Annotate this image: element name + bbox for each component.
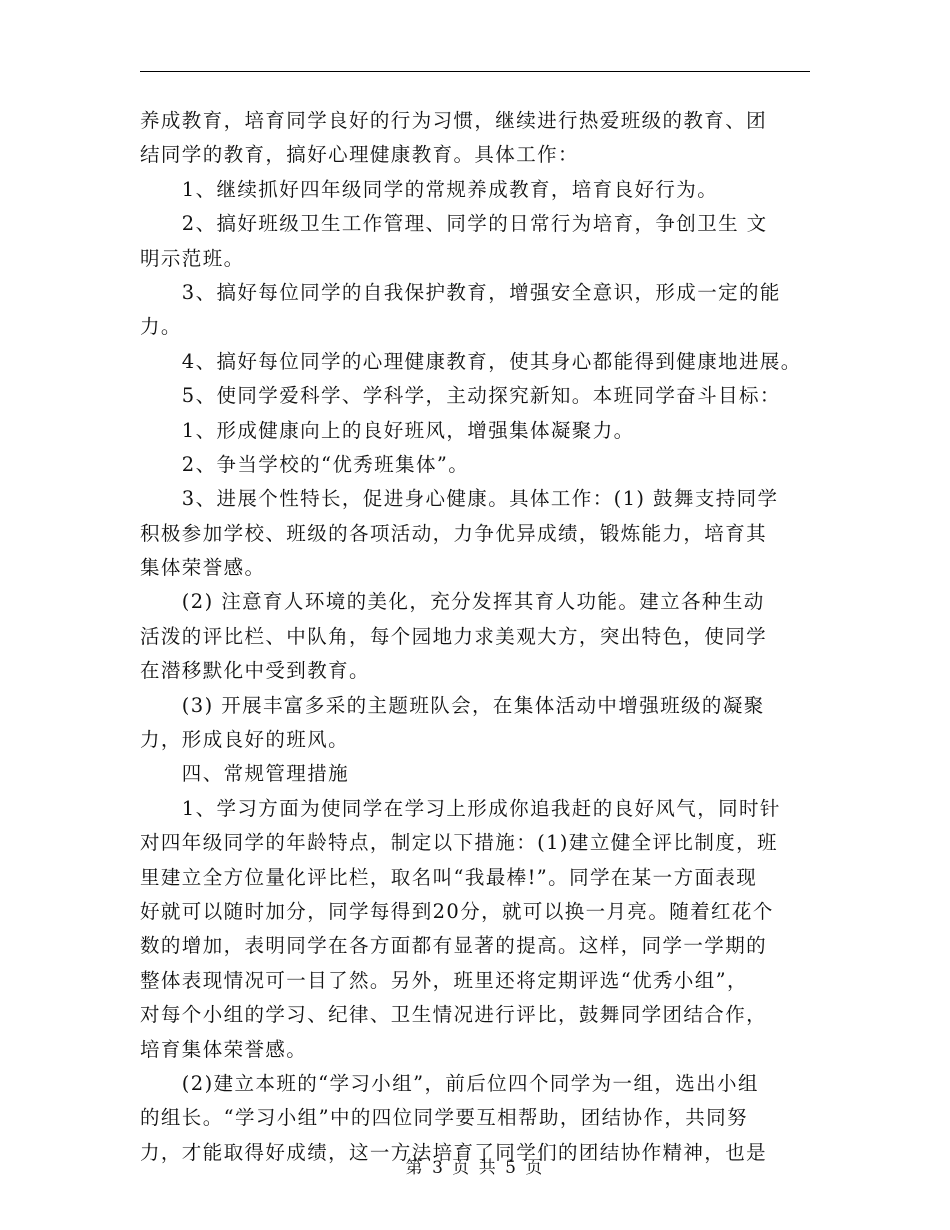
text-line: (3) 开展丰富多采的主题班队会，在集体活动中增强班级的凝聚	[140, 693, 765, 717]
text-line: 力，形成良好的班风。	[140, 728, 350, 752]
text-line: 培育集体荣誉感。	[140, 1037, 308, 1061]
text-line: 在潜移默化中受到教育。	[140, 659, 370, 683]
text-line: 数的增加，表明同学在各方面都有显著的提高。这样，同学一学期的	[140, 934, 768, 958]
text-line: 好就可以随时加分，同学每得到20分，就可以换一月亮。随着红花个	[140, 899, 774, 923]
text-line: 养成教育，培育同学良好的行为习惯，继续进行热爱班级的教育、团	[140, 109, 768, 132]
text-line: 结同学的教育，搞好心理健康教育。具体工作：	[140, 143, 579, 167]
header-rule	[140, 71, 810, 72]
text-line: (2)建立本班的“学习小组”，前后位四个同学为一组，选出小组	[140, 1071, 759, 1095]
text-line: 积极参加学校、班级的各项活动，力争优异成绩，锻炼能力，培育其	[140, 521, 768, 545]
text-line: 对四年级同学的年龄特点，制定以下措施：(1)建立健全评比制度，班	[140, 831, 778, 855]
text-line: 集体荣誉感。	[140, 556, 266, 580]
text-line: 3、进展个性特长，促进身心健康。具体工作：(1) 鼓舞支持同学	[140, 487, 779, 511]
text-line: 4、搞好每位同学的心理健康教育，使其身心都能得到健康地进展。	[140, 349, 802, 373]
text-line: 力。	[140, 315, 182, 339]
text-line: 2、争当学校的“优秀班集体”。	[140, 452, 470, 476]
text-line: 1、继续抓好四年级同学的常规养成教育，培育良好行为。	[140, 177, 719, 201]
text-line: 整体表现情况可一目了然。另外，班里还将定期评选“优秀小组”，	[140, 968, 748, 992]
text-line: 里建立全方位量化评比栏，取名叫“我最棒!”。同学在某一方面表现	[140, 865, 758, 889]
text-line: 3、搞好每位同学的自我保护教育，增强安全意识，形成一定的能	[140, 280, 781, 304]
text-line: 1、形成健康向上的良好班风，增强集体凝聚力。	[140, 418, 635, 442]
text-line: 力，才能取得好成绩，这一方法培育了同学们的团结协作精神，也是	[140, 1140, 768, 1164]
text-line: 的组长。“学习小组”中的四位同学要互相帮助，团结协作，共同努	[140, 1106, 748, 1130]
text-line: 对每个小组的学习、纪律、卫生情况进行评比，鼓舞同学团结合作，	[140, 1003, 768, 1027]
document-body	[140, 104, 830, 1170]
text-line: 活泼的评比栏、中队角，每个园地力求美观大方，突出特色，使同学	[140, 624, 768, 648]
text-line: 明示范班。	[140, 246, 245, 270]
text-line: (2) 注意育人环境的美化，充分发挥其育人功能。建立各种生动	[140, 590, 765, 614]
text-line: 1、学习方面为使同学在学习上形成你追我赶的良好风气，同时针	[140, 796, 781, 820]
section-heading: 四、常规管理措施	[140, 762, 350, 786]
text-line: 5、使同学爱科学、学科学，主动探究新知。本班同学奋斗目标：	[140, 384, 781, 408]
text-line: 2、搞好班级卫生工作管理、同学的日常行为培育，争创卫生 文	[140, 212, 768, 236]
page-number-footer: 第 3 页 共 5 页	[405, 1158, 545, 1178]
